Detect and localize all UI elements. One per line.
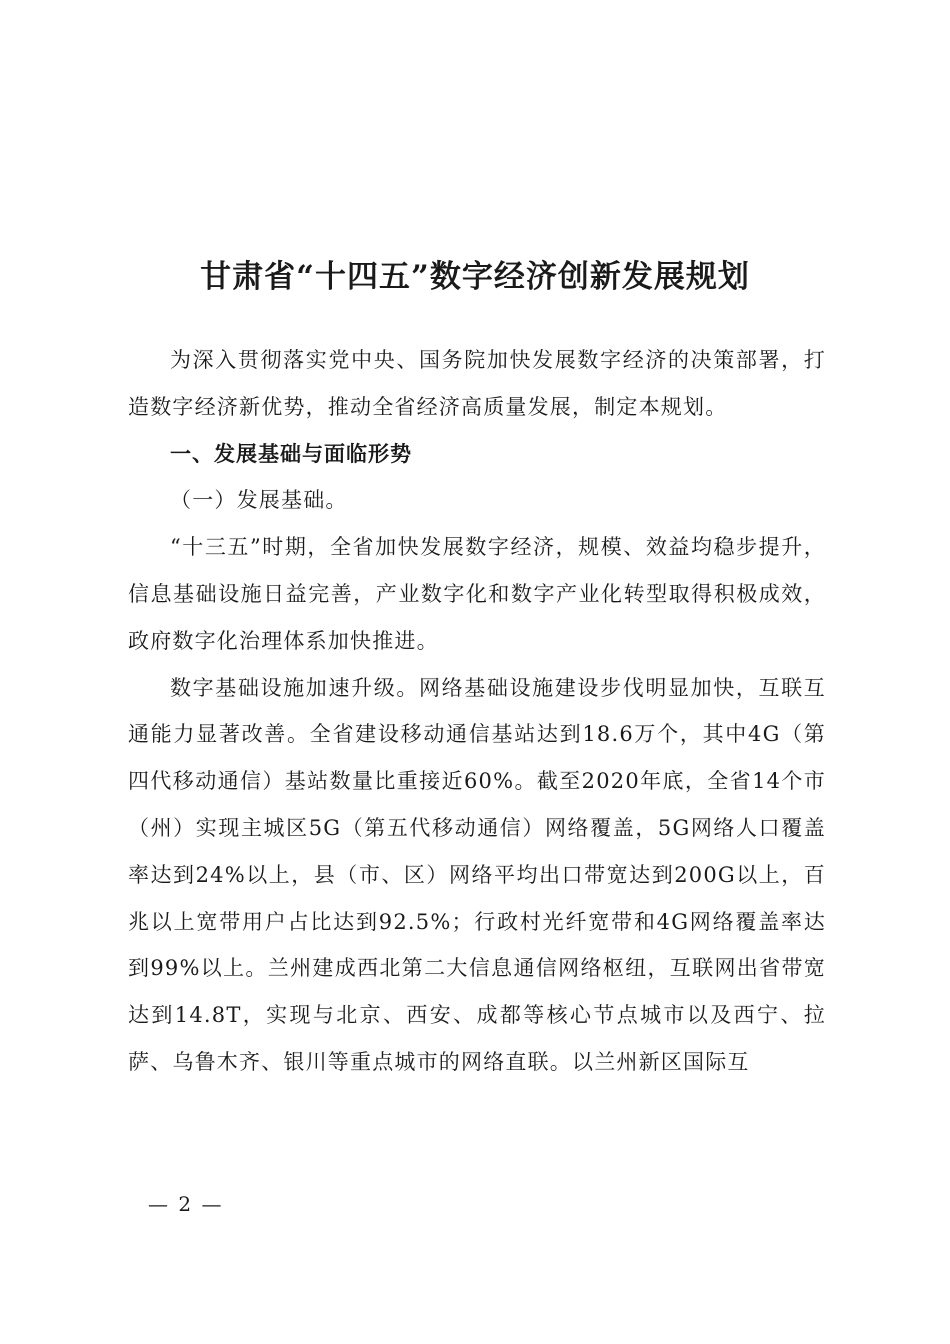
page-number: — 2 — <box>148 1192 224 1216</box>
section-heading: 一、发展基础与面临形势 <box>170 441 412 466</box>
subsection-heading: （一）发展基础。 <box>170 488 348 513</box>
document-body <box>128 337 826 1086</box>
body-paragraph-1: “十三五”时期，全省加快发展数字经济，规模、效益均稳步提升，信息基础设施日益完善，产业数字化和数字产业化转型取得积极成效，政府数字化治理体系加快推进。 <box>128 535 826 653</box>
intro-paragraph: 为深入贯彻落实党中央、国务院加快发展数字经济的决策部署，打造数字经济新优势，推动全省经济高质量发展，制定本规划。 <box>128 348 826 419</box>
body-paragraph-2: 数字基础设施加速升级。网络基础设施建设步伐明显加快，互联互通能力显著改善。全省建设移动通信基站达到18.6万个，其中4G（第四代移动通信）基站数量比重接近60%。截至2020年底，全省14个市（州）实现主城区5G（第五代移动通信）网络覆盖，5G网络人口覆盖率达到24%以上，县（市、区）网络平均出口带宽达到200G以上，百兆以上宽带用户占比达到92.5%；行政村光纤宽带和4G网络覆盖率达到99%以上。兰州建成西北第二大信息通信网络枢纽，互联网出省带宽达到14.8T，实现与北京、西安、成都等核心节点城市以及西宁、拉萨、乌鲁木齐、银川等重点城市的网络直联。以兰州新区国际互 <box>128 675 826 1074</box>
document-title: 甘肃省“十四五”数字经济创新发展规划 <box>200 259 750 295</box>
